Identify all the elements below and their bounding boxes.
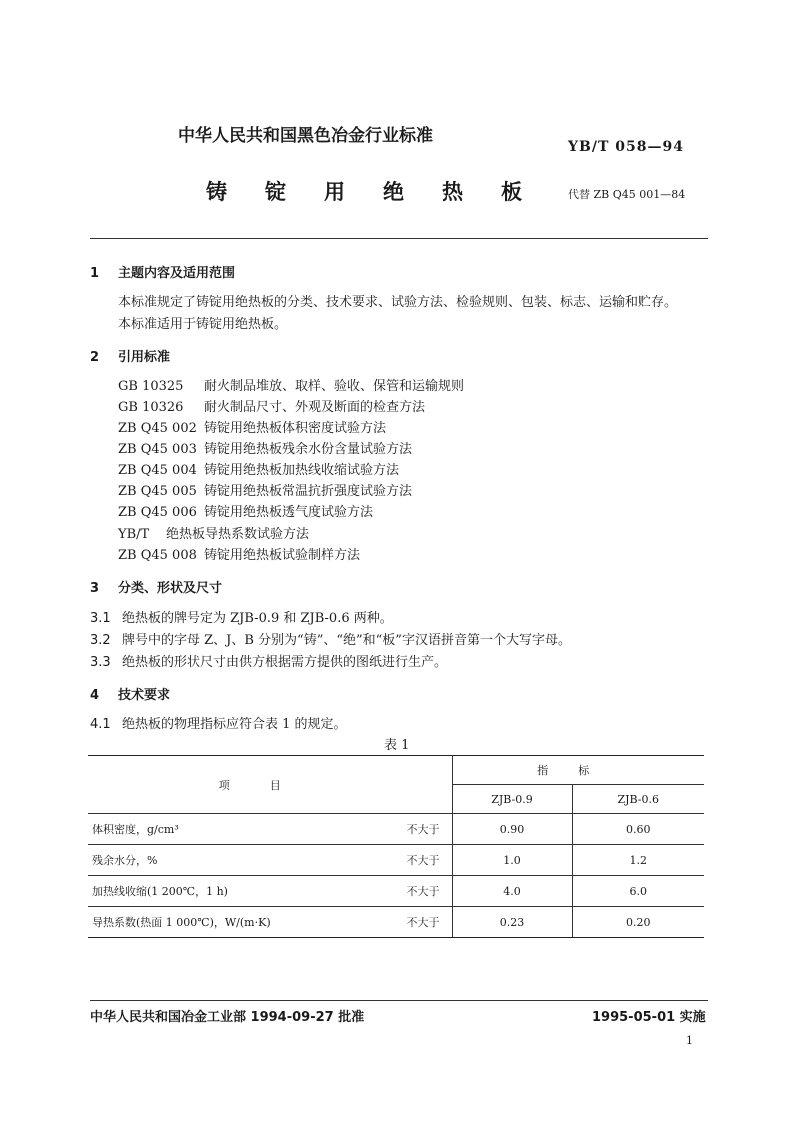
document-title: 铸锭用绝热板 (206, 180, 560, 204)
section-number: 3 (90, 581, 100, 596)
issuing-organization: 中华人民共和国黑色冶金行业标准 (178, 126, 433, 146)
row-item (88, 845, 452, 876)
section-number: 2 (90, 350, 100, 365)
clause-text: 牌号中的字母 Z、J、B 分别为“铸”、“绝”和“板”字汉语拼音第一个大写字母。 (122, 633, 571, 648)
section-3-heading (90, 577, 222, 596)
value-cell: 1.0 (452, 845, 572, 876)
section-4-heading (90, 684, 170, 703)
table-row (88, 845, 704, 876)
item-label: 残余水分，% (92, 854, 158, 867)
reference-title: 耐火制品堆放、取样、验收、保管和运输规则 (204, 379, 465, 394)
reference-item (118, 396, 425, 415)
table-header-row (88, 756, 704, 785)
reference-title: 铸锭用绝热板试验制样方法 (204, 548, 361, 563)
paragraph: 本标准规定了铸锭用绝热板的分类、技术要求、试验方法、检验规则、包装、标志、运输和贮存。 (118, 295, 678, 310)
reference-title: 铸锭用绝热板体积密度试验方法 (204, 421, 387, 436)
reference-item (118, 523, 309, 542)
clause (90, 607, 393, 626)
section-title: 主题内容及适用范围 (118, 266, 236, 281)
item-label: 加热线收缩(1 200℃，1 h) (92, 885, 228, 898)
clause-number: 3.1 (90, 611, 111, 626)
replaces-standard: 代替 ZB Q45 001—84 (568, 188, 686, 201)
section-2-heading (90, 346, 170, 365)
row-item (88, 876, 452, 907)
approval-statement: 中华人民共和国冶金工业部 1994-09-27 批准 (90, 1010, 365, 1025)
page-number: 1 (686, 1034, 693, 1047)
reference-item (118, 459, 399, 478)
clause-number: 3.3 (90, 655, 111, 670)
section-number: 4 (90, 688, 100, 703)
header-grade: ZJB-0.6 (572, 785, 704, 814)
clause-text: 绝热板的形状尺寸由供方根据需方提供的图纸进行生产。 (122, 655, 448, 670)
clause-number: 4.1 (90, 717, 111, 732)
header-item: 项目 (88, 756, 452, 814)
value-cell: 0.90 (452, 814, 572, 845)
clause (90, 629, 571, 648)
reference-item (118, 480, 412, 499)
value-cell: 1.2 (572, 845, 704, 876)
clause (90, 651, 447, 670)
table-caption: 表 1 (384, 738, 410, 753)
reference-title: 耐火制品尺寸、外观及断面的检查方法 (204, 400, 426, 415)
reference-item (118, 375, 464, 394)
reference-code: ZB Q45 005 (118, 484, 197, 499)
clause-number: 3.2 (90, 633, 111, 648)
limit-label: 不大于 (406, 854, 440, 867)
value-cell: 0.23 (452, 907, 572, 938)
clause-text: 绝热板的牌号定为 ZJB-0.9 和 ZJB-0.6 两种。 (122, 611, 393, 626)
section-1-heading (90, 262, 235, 281)
value-cell: 4.0 (452, 876, 572, 907)
value-cell: 0.20 (572, 907, 704, 938)
header-index: 指标 (452, 756, 704, 785)
reference-title: 铸锭用绝热板残余水份含量试验方法 (204, 442, 413, 457)
value-cell: 6.0 (572, 876, 704, 907)
reference-code: ZB Q45 004 (118, 463, 197, 478)
section-title: 引用标准 (118, 350, 171, 365)
reference-code: ZB Q45 008 (118, 548, 197, 563)
table-row (88, 814, 704, 845)
table-row (88, 876, 704, 907)
header-grade: ZJB-0.9 (452, 785, 572, 814)
reference-code: ZB Q45 002 (118, 421, 197, 436)
table-row (88, 907, 704, 938)
clause-text: 绝热板的物理指标应符合表 1 的规定。 (122, 717, 347, 732)
reference-title: 铸锭用绝热板常温抗折强度试验方法 (204, 484, 413, 499)
limit-label: 不大于 (406, 823, 440, 836)
reference-title: 铸锭用绝热板加热线收缩试验方法 (204, 463, 400, 478)
section-number: 1 (90, 266, 100, 281)
row-item (88, 814, 452, 845)
standard-code: YB/T 058—94 (568, 139, 684, 155)
effective-date: 1995-05-01 实施 (592, 1010, 706, 1025)
section-title: 分类、形状及尺寸 (118, 581, 223, 596)
physical-properties-table (88, 755, 704, 938)
reference-title: 铸锭用绝热板透气度试验方法 (204, 505, 374, 520)
reference-item (118, 438, 412, 457)
row-item (88, 907, 452, 938)
reference-title: 绝热板导热系数试验方法 (166, 527, 310, 542)
item-label: 体积密度，g/cm³ (92, 823, 179, 836)
section-title: 技术要求 (118, 688, 171, 703)
reference-item (118, 501, 373, 520)
reference-item (118, 544, 360, 563)
reference-code: ZB Q45 006 (118, 505, 197, 520)
reference-item (118, 417, 386, 436)
clause (90, 713, 347, 732)
paragraph: 本标准适用于铸锭用绝热板。 (118, 317, 288, 332)
footer-divider (90, 1000, 708, 1001)
item-label: 导热系数(热面 1 000℃)，W/(m·K) (92, 916, 271, 929)
reference-code: GB 10325 (118, 379, 184, 394)
value-cell: 0.60 (572, 814, 704, 845)
header-divider (90, 238, 708, 239)
reference-code: ZB Q45 003 (118, 442, 197, 457)
reference-code: GB 10326 (118, 400, 184, 415)
limit-label: 不大于 (406, 916, 440, 929)
limit-label: 不大于 (406, 885, 440, 898)
reference-code: YB/T (118, 527, 150, 542)
